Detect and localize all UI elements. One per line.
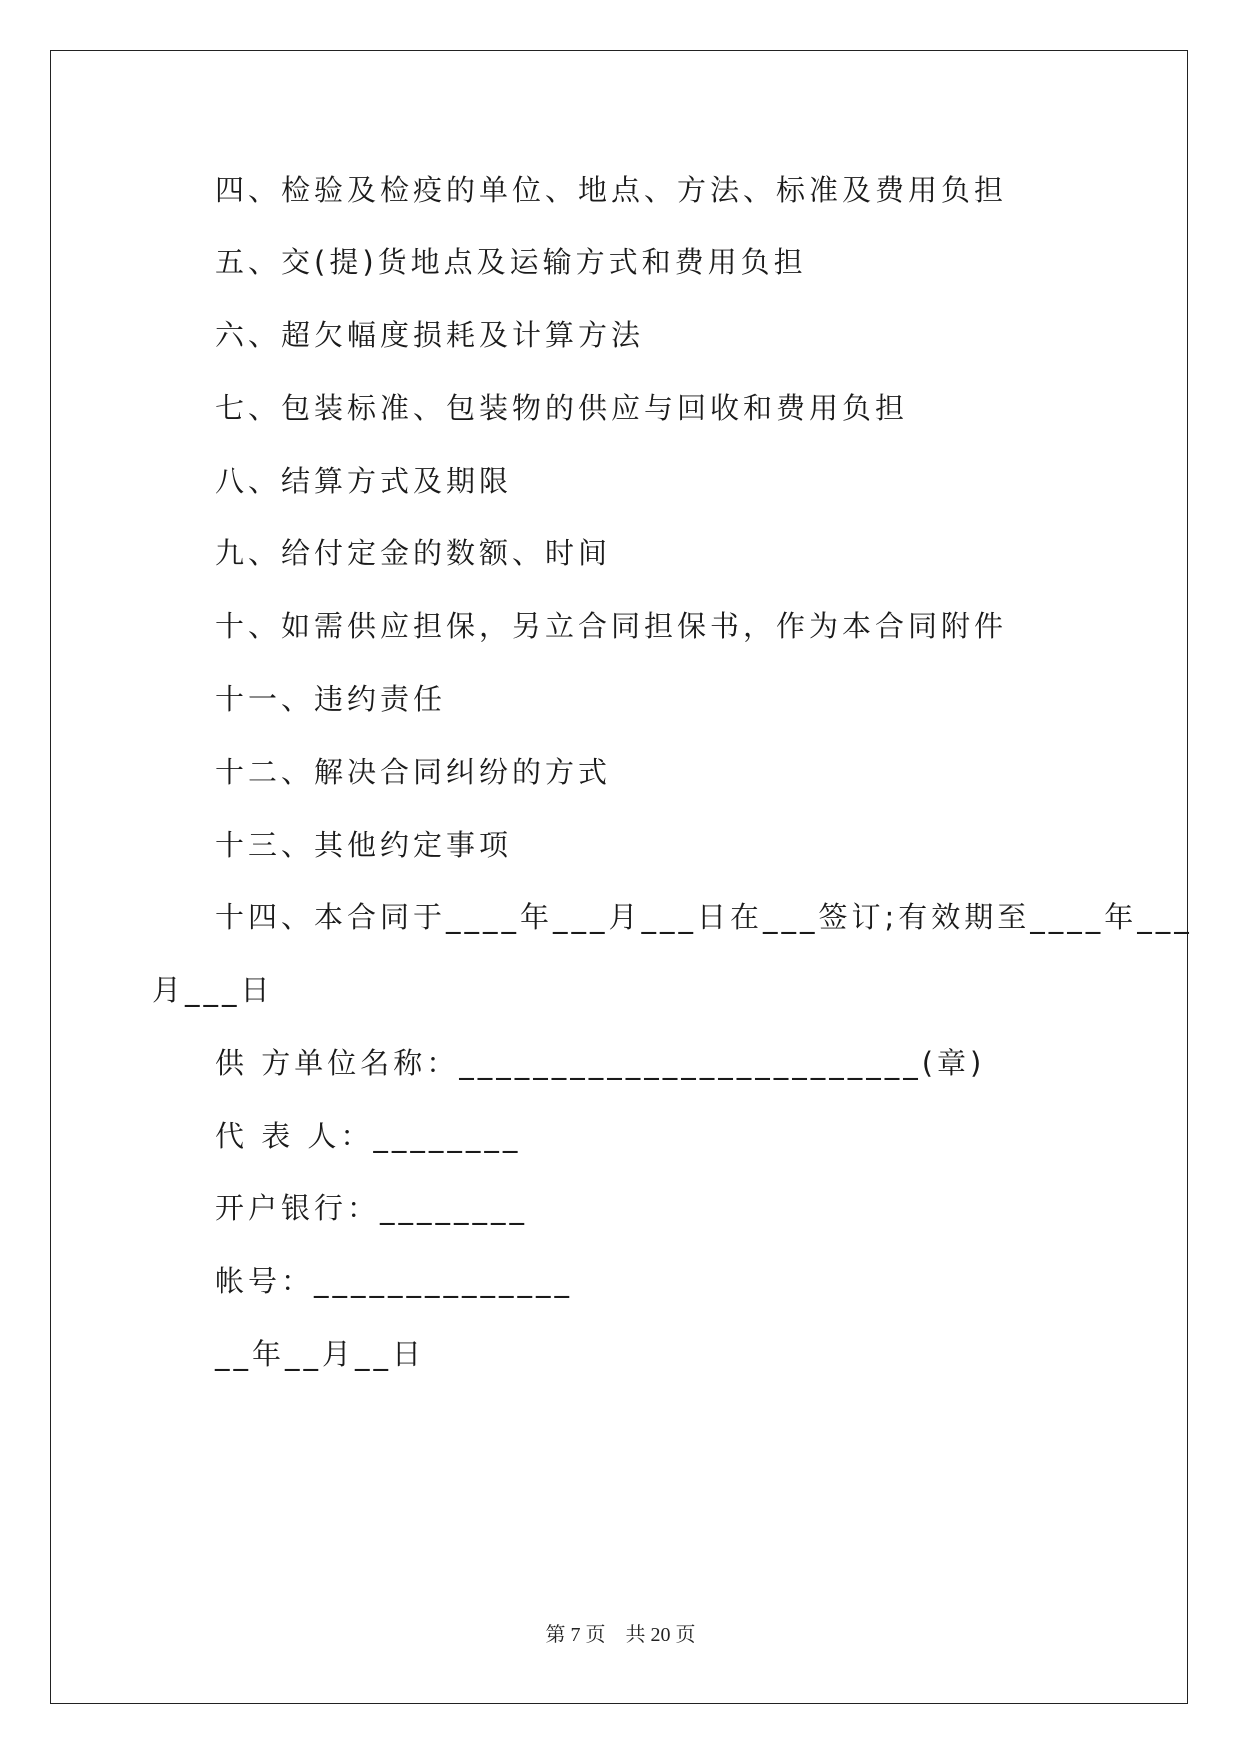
clause-11: 十一、违约责任 xyxy=(215,682,447,716)
representative-line: 代 表 人：________ xyxy=(215,1119,522,1153)
clause-14: 十四、本合同于____年___月___日在___签订;有效期至____年___ xyxy=(215,900,1193,934)
clause-13: 十三、其他约定事项 xyxy=(215,828,513,862)
page-footer: 第 7 页 共 20 页 xyxy=(545,1624,696,1646)
clause-7: 七、包装标准、包装物的供应与回收和费用负担 xyxy=(215,391,909,425)
clause-6: 六、超欠幅度损耗及计算方法 xyxy=(215,318,645,352)
clause-10: 十、如需供应担保，另立合同担保书，作为本合同附件 xyxy=(215,609,1008,643)
date-line: __年__月__日 xyxy=(215,1337,426,1371)
supplier-name-line: 供 方单位名称：_________________________(章) xyxy=(215,1046,986,1080)
clause-9: 九、给付定金的数额、时间 xyxy=(215,536,612,570)
account-line: 帐号：______________ xyxy=(215,1264,574,1298)
clause-8: 八、结算方式及期限 xyxy=(215,464,513,498)
page-border xyxy=(50,50,1188,1704)
bank-line: 开户银行：________ xyxy=(215,1191,529,1225)
clause-12: 十二、解决合同纠纷的方式 xyxy=(215,755,612,789)
clause-5: 五、交(提)货地点及运输方式和费用负担 xyxy=(215,245,807,279)
clause-4: 四、检验及检疫的单位、地点、方法、标准及费用负担 xyxy=(215,173,1008,207)
clause-14-continued: 月___日 xyxy=(152,973,274,1007)
